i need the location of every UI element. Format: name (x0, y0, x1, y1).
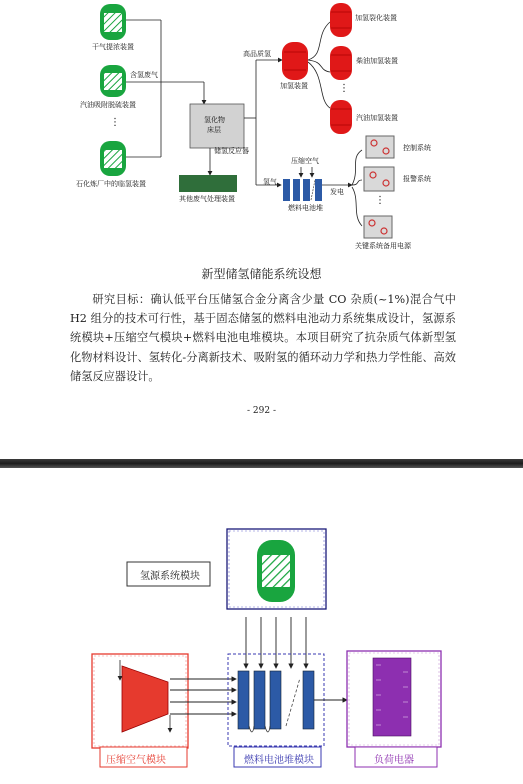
hydro-tank-1 (330, 3, 352, 37)
source-label-2: 含氢废气 (130, 71, 158, 79)
figure-caption: 新型储氢储能系统设想 (201, 267, 322, 281)
bottom-diagram (0, 520, 523, 784)
source-cylinder-3 (100, 141, 126, 176)
compressed-air-label: 压缩空气 (291, 157, 319, 165)
output-label-alarm: 报警系统 (403, 175, 431, 183)
stack-cells (238, 671, 314, 732)
hydro-unit-main-label: 加氢装置 (280, 82, 308, 90)
research-paragraph (70, 290, 456, 386)
load-module-label: 负荷电器 (374, 755, 414, 766)
hydro-unit-label-3: 汽油加氢装置 (356, 114, 398, 122)
source-label-1: 干气提浓装置 (92, 43, 134, 51)
research-paragraph-text: 研究目标：确认低平台压储氢合金分离含少量 CO 杂质(~1%)混合气中 H2 组分的技术可行性，基于固态储氢的燃料电池动力系统集成设计，氢源系统模块+压缩空气模块+燃料电池电堆模块。本项目研究了抗杂质气体新型氢化物材料设计、氢转化-分离新技术、吸附氢的循环动力学和热力学性能、高效储氢反应器设计。 (70, 293, 456, 383)
source-cylinder-2 (100, 65, 126, 97)
output-label-backup: 关键系统备用电源 (355, 242, 411, 250)
top-diagram (0, 0, 523, 262)
high-purity-label: 高品质氢 (243, 50, 271, 58)
load-device (373, 658, 411, 736)
dots-right: ⋮ (339, 83, 349, 94)
backup-power-unit (364, 216, 392, 238)
fuel-cell-stack (283, 179, 322, 201)
hydro-tank-3 (330, 100, 352, 134)
hydrogenation-tank (282, 42, 308, 80)
output-label-control: 控制系统 (403, 144, 431, 152)
reactor-inner-1: 氢化物 (204, 116, 225, 124)
compressor-shape (122, 666, 168, 732)
waste-box-label: 其他废气处理装置 (179, 195, 235, 203)
source-label-4: 石化炼厂中的临氢装置 (76, 180, 146, 188)
h2-module-label: 氢源系统模块 (140, 571, 200, 582)
page-number: - 292 - (247, 406, 276, 416)
dots-outputs: ⋮ (375, 195, 385, 206)
fuel-cell-label: 燃料电池堆 (288, 204, 323, 212)
page-divider (0, 459, 523, 468)
reactor-inner-2: 床层 (207, 126, 221, 134)
air-module-label: 压缩空气模块 (106, 755, 166, 766)
generation-label: 发电 (330, 188, 344, 196)
hydro-tank-2 (330, 46, 352, 80)
control-system-unit (366, 136, 394, 158)
reactor-name: 储氢反应器 (214, 147, 249, 155)
source-cylinder-1 (100, 4, 126, 40)
hydro-unit-label-1: 加氢裂化装置 (355, 14, 397, 22)
hydrogen-label: 氢气 (263, 178, 277, 186)
h2-feed-lines (246, 617, 306, 668)
h2-cylinder (257, 540, 295, 602)
source-label-3: 汽油吸附脱硫装置 (80, 101, 136, 109)
waste-box (179, 175, 237, 192)
alarm-system-unit (364, 167, 394, 191)
stack-module-label: 燃料电池堆模块 (244, 755, 314, 766)
air-feed-lines (170, 679, 236, 714)
dots-left: ⋮ (110, 117, 120, 128)
hydro-unit-label-2: 柴油加氢装置 (356, 57, 398, 65)
